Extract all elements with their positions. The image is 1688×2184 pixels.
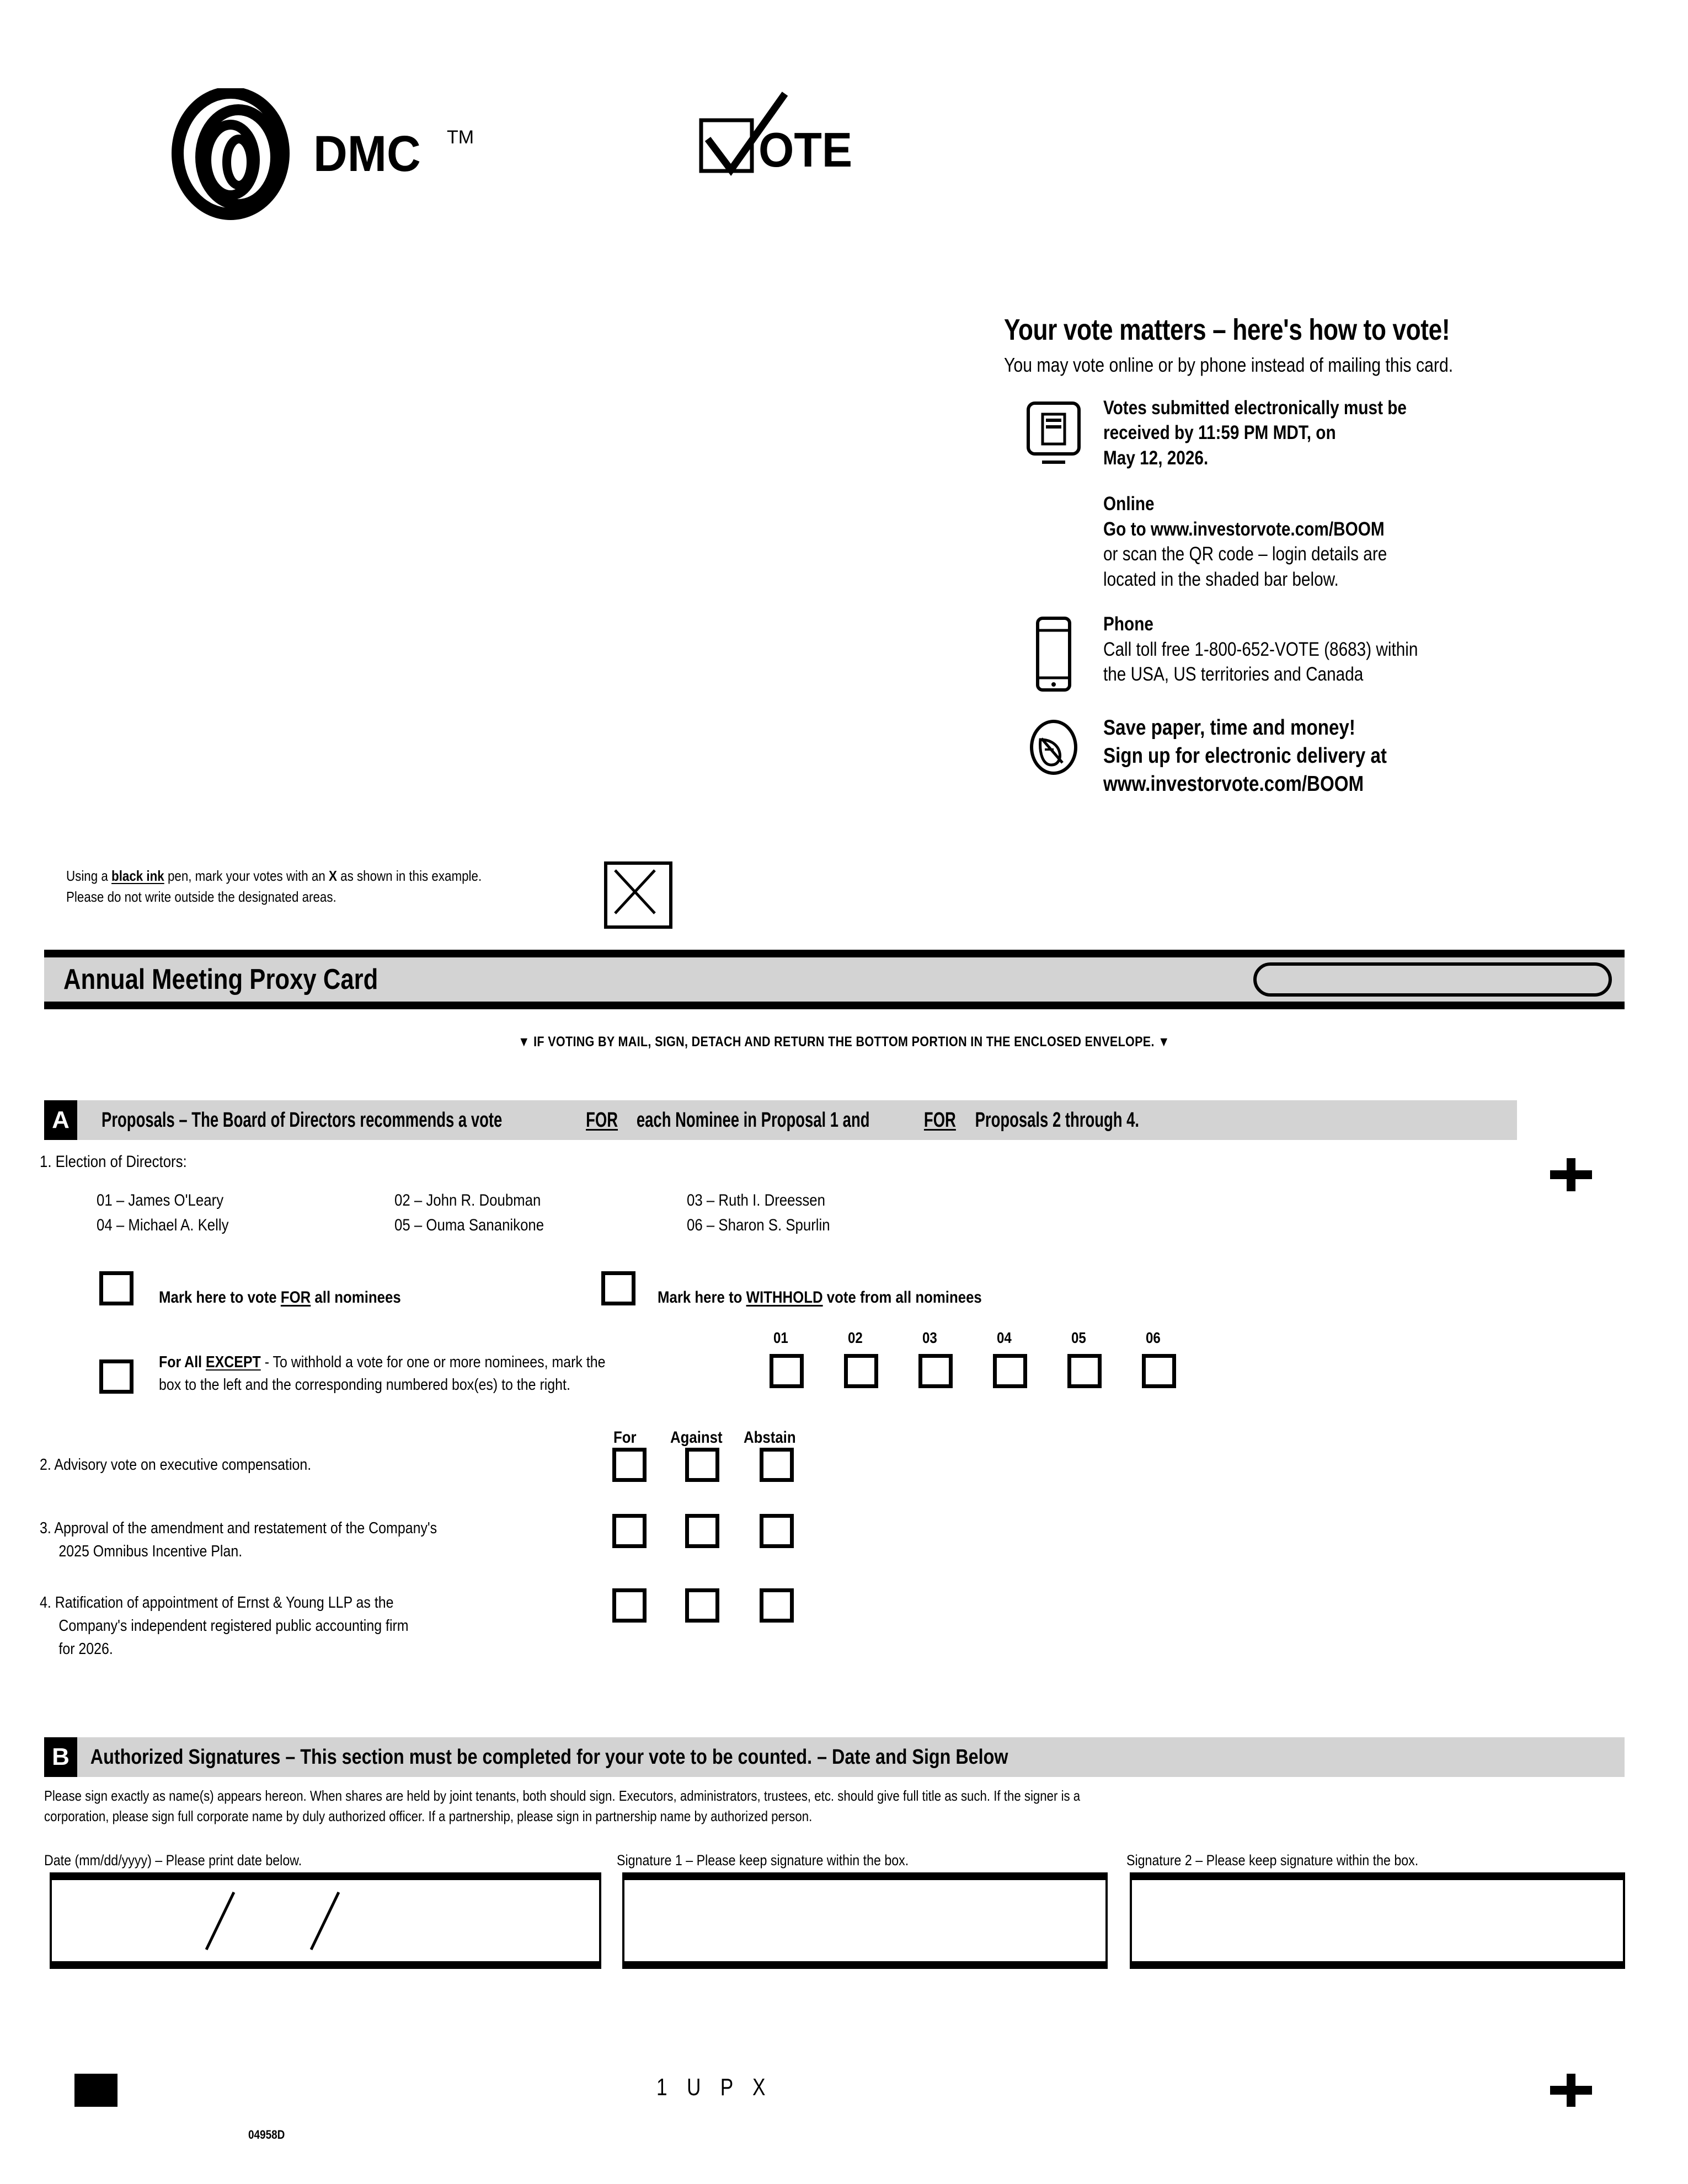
proposal-2-number: 2. (40, 1456, 51, 1474)
nominee-02-number: 02 (394, 1191, 410, 1209)
nominee-06-number: 06 (687, 1216, 703, 1234)
ink-text-c: as shown in this example. (336, 868, 482, 884)
checkbox-proposal-4-against[interactable] (685, 1588, 719, 1623)
proposal-4-body-1: Ratification of appointment of Ernst & Young LLP as the (55, 1594, 394, 1612)
qr-placeholder-icon (1004, 491, 1103, 496)
label-for-all-nominees (159, 1288, 401, 1307)
vote-headline: Your vote matters – here's how to vote! (1004, 313, 1450, 346)
proposal-2-body-1: Advisory vote on executive compensation. (54, 1456, 312, 1474)
proposal-3-text (40, 1517, 437, 1563)
svg-text:DMC: DMC (313, 125, 421, 182)
online-voting-row (1004, 491, 1633, 592)
checkbox-proposal-3-against[interactable] (685, 1514, 719, 1548)
mobile-phone-icon (1004, 612, 1103, 692)
sec-a-post: Proposals 2 through 4. (975, 1108, 1139, 1132)
except-line-1 (159, 1351, 606, 1374)
checkbox-proposal-2-for[interactable] (612, 1448, 647, 1482)
nominee-box-label-06: 06 (1146, 1329, 1161, 1346)
section-b-header (44, 1737, 1625, 1777)
column-header-abstain: Abstain (744, 1428, 796, 1447)
except-post: - To withhold a vote for one or more nominees, mark the (260, 1353, 606, 1371)
checkbox-for-all-nominees[interactable] (99, 1271, 133, 1305)
label-for-all-except (159, 1351, 606, 1396)
section-b-letter: B (44, 1737, 77, 1777)
signature-legal-line-1: Please sign exactly as name(s) appears hereon. When shares are held by joint tenants, both should sign. Executors, administrators, trustees, etc. should give full title as such. If the signer is a (44, 1787, 1081, 1804)
nominee-sep: – (706, 1191, 719, 1209)
nominee-04-name: Michael A. Kelly (128, 1216, 229, 1234)
upx-code: 1 U P X (656, 2074, 773, 2101)
checkbox-proposal-3-for[interactable] (612, 1514, 647, 1548)
checkbox-withhold-all-nominees[interactable] (601, 1271, 635, 1305)
nominee-03 (687, 1191, 825, 1210)
checkbox-nominee-04[interactable] (993, 1354, 1027, 1388)
ink-text-a: Using a (66, 868, 112, 884)
nominee-05-name: Ouma Sananikone (426, 1216, 544, 1234)
control-number-field[interactable] (1253, 962, 1612, 997)
for-all-post: all nominees (311, 1288, 401, 1307)
nominee-sep: – (414, 1216, 426, 1234)
detach-instruction (0, 1034, 1688, 1050)
nominee-06-name: Sharon S. Spurlin (718, 1216, 830, 1234)
sec-a-for1: FOR (586, 1108, 618, 1132)
for-all-pre: Mark here to vote (159, 1288, 281, 1307)
marking-instructions-line-1 (66, 866, 541, 887)
proposal-3-number: 3. (40, 1519, 51, 1537)
proposal-4-line-3: for 2026. (58, 1640, 113, 1658)
proxy-card-title-band (44, 950, 1625, 1009)
column-header-for: For (613, 1428, 637, 1447)
phone-voting-row (1004, 612, 1633, 692)
online-line-1[interactable]: Go to www.investorvote.com/BOOM (1103, 518, 1385, 540)
ink-text-b: pen, mark your votes with an (164, 868, 329, 884)
signature-2-caption: Signature 2 – Please keep signature within the box. (1126, 1852, 1419, 1869)
dmc-logo (165, 88, 508, 232)
except-pre: For All (159, 1353, 206, 1371)
nominee-01 (97, 1191, 223, 1210)
proposal-2-line-1 (40, 1453, 311, 1476)
eco-line-3[interactable]: www.investorvote.com/BOOM (1103, 772, 1364, 796)
electronic-delivery-row (1004, 714, 1633, 798)
nominee-01-name: James O'Leary (128, 1191, 224, 1209)
band-bottom-rule (44, 1002, 1625, 1009)
page-title: Annual Meeting Proxy Card (63, 963, 378, 995)
withhold-post: vote from all nominees (822, 1288, 982, 1307)
detach-instruction-text: ▼ IF VOTING BY MAIL, SIGN, DETACH AND RETURN THE BOTTOM PORTION IN THE ENCLOSED ENVELOPE. ▼ (518, 1034, 1170, 1050)
marking-instructions-line-2: Please do not write outside the designated areas. (66, 888, 336, 905)
proposal-1-title: 1. Election of Directors: (40, 1153, 187, 1171)
date-field-caption: Date (mm/dd/yyyy) – Please print date below. (44, 1852, 302, 1869)
signature-2-input-box[interactable] (1130, 1872, 1625, 1969)
withhold-pre: Mark here to (658, 1288, 746, 1307)
deadline-line-1: Votes submitted electronically must be (1103, 397, 1407, 419)
nominee-box-label-01: 01 (773, 1329, 788, 1346)
leaf-no-paper-icon (1004, 714, 1103, 776)
sec-a-mid: each Nominee in Proposal 1 and (637, 1108, 870, 1132)
proposal-3-line-1 (40, 1517, 437, 1540)
withhold-u: WITHHOLD (746, 1288, 823, 1307)
proposal-4-line-2: Company's independent registered public accounting firm (58, 1617, 409, 1635)
registration-mark-top-right (1550, 1158, 1592, 1191)
for-all-u: FOR (280, 1288, 311, 1307)
nominee-06 (687, 1216, 830, 1235)
nominee-02 (394, 1191, 541, 1210)
nominee-03-name: Ruth I. Dreessen (718, 1191, 825, 1209)
date-input-box[interactable] (50, 1872, 601, 1969)
band-top-rule (44, 950, 1625, 957)
section-a-heading (77, 1109, 1170, 1132)
column-header-against: Against (670, 1428, 723, 1447)
sec-a-for2: FOR (924, 1108, 957, 1132)
nominee-box-label-04: 04 (997, 1329, 1012, 1346)
deadline-line-2: received by 11:59 PM MDT, on (1103, 422, 1336, 444)
ink-text-x: X (329, 868, 337, 884)
vote-instructions-panel (1004, 314, 1633, 798)
vote-logo (692, 88, 869, 199)
ink-text-black-ink: black ink (111, 868, 164, 884)
vote-subline: You may vote online or by phone instead of mailing this card. (1004, 353, 1454, 376)
nominee-box-label-05: 05 (1071, 1329, 1086, 1346)
checkbox-for-all-except[interactable] (99, 1359, 133, 1394)
signature-legal-line-2: corporation, please sign full corporate name by duly authorized officer. If a partnership, please sign in partnership name by authorized person. (44, 1807, 813, 1824)
online-title: Online (1103, 493, 1155, 515)
proposal-3-body-1: Approval of the amendment and restatement of the Company's (54, 1519, 437, 1537)
computer-monitor-icon (1004, 395, 1103, 465)
nominee-03-number: 03 (687, 1191, 703, 1209)
section-a-header (44, 1100, 1517, 1140)
checkbox-nominee-05[interactable] (1067, 1354, 1102, 1388)
nominee-01-number: 01 (97, 1191, 113, 1209)
signature-1-caption: Signature 1 – Please keep signature within the box. (617, 1852, 909, 1869)
nominee-sep: – (116, 1216, 129, 1234)
section-b-heading: Authorized Signatures – This section must be completed for your vote to be counted. – Date and Sign Below (90, 1745, 1008, 1769)
checkbox-nominee-02[interactable] (844, 1354, 878, 1388)
signature-legal-text (44, 1786, 1633, 1827)
checkbox-nominee-06[interactable] (1142, 1354, 1176, 1388)
phone-line-1: Call toll free 1-800-652-VOTE (8683) within (1103, 638, 1418, 660)
checkbox-proposal-4-abstain[interactable] (760, 1588, 794, 1623)
electronic-deadline-row (1004, 395, 1633, 471)
nominee-04 (97, 1216, 229, 1235)
nominee-04-number: 04 (97, 1216, 113, 1234)
proposal-4-line-1 (40, 1591, 409, 1614)
checkbox-proposal-3-abstain[interactable] (760, 1514, 794, 1548)
marking-instructions (66, 866, 618, 907)
svg-text:OTE: OTE (758, 123, 853, 178)
signature-1-input-box[interactable] (622, 1872, 1108, 1969)
nominee-box-label-02: 02 (848, 1329, 863, 1346)
phone-title: Phone (1103, 613, 1153, 635)
checkbox-nominee-03[interactable] (918, 1354, 953, 1388)
deadline-line-3: May 12, 2026. (1103, 447, 1209, 469)
nominee-sep: – (706, 1216, 719, 1234)
nominee-02-name: John R. Doubman (426, 1191, 541, 1209)
nominee-sep: – (116, 1191, 129, 1209)
checkbox-proposal-2-abstain[interactable] (760, 1448, 794, 1482)
checkbox-nominee-01[interactable] (770, 1354, 804, 1388)
proposal-4-number: 4. (40, 1594, 51, 1612)
eco-line-1: Save paper, time and money! (1103, 716, 1355, 740)
except-line-2: box to the left and the corresponding numbered box(es) to the right. (159, 1376, 570, 1394)
except-u: EXCEPT (205, 1353, 261, 1371)
proposal-4-text (40, 1591, 409, 1661)
scan-registration-block (74, 2074, 117, 2107)
section-a-letter: A (44, 1100, 77, 1140)
online-line-3: located in the shaded bar below. (1103, 568, 1339, 590)
example-marked-checkbox (604, 861, 672, 929)
nominee-box-label-03: 03 (922, 1329, 937, 1346)
online-line-2: or scan the QR code – login details are (1103, 543, 1387, 565)
nominee-sep: – (414, 1191, 426, 1209)
job-number: 04958D (248, 2128, 285, 2142)
svg-text:TM: TM (447, 127, 474, 148)
registration-mark-bottom-right (1550, 2074, 1592, 2107)
nominee-05 (394, 1216, 544, 1235)
label-withhold-all-nominees (658, 1288, 982, 1307)
checkbox-proposal-2-against[interactable] (685, 1448, 719, 1482)
checkbox-proposal-4-for[interactable] (612, 1588, 647, 1623)
nominee-05-number: 05 (394, 1216, 410, 1234)
proposal-2-text (40, 1453, 311, 1476)
sec-a-pre: Proposals – The Board of Directors recommends a vote (102, 1108, 503, 1132)
eco-line-2: Sign up for electronic delivery at (1103, 743, 1387, 768)
proposal-3-line-2: 2025 Omnibus Incentive Plan. (58, 1543, 243, 1561)
phone-line-2: the USA, US territories and Canada (1103, 663, 1364, 686)
